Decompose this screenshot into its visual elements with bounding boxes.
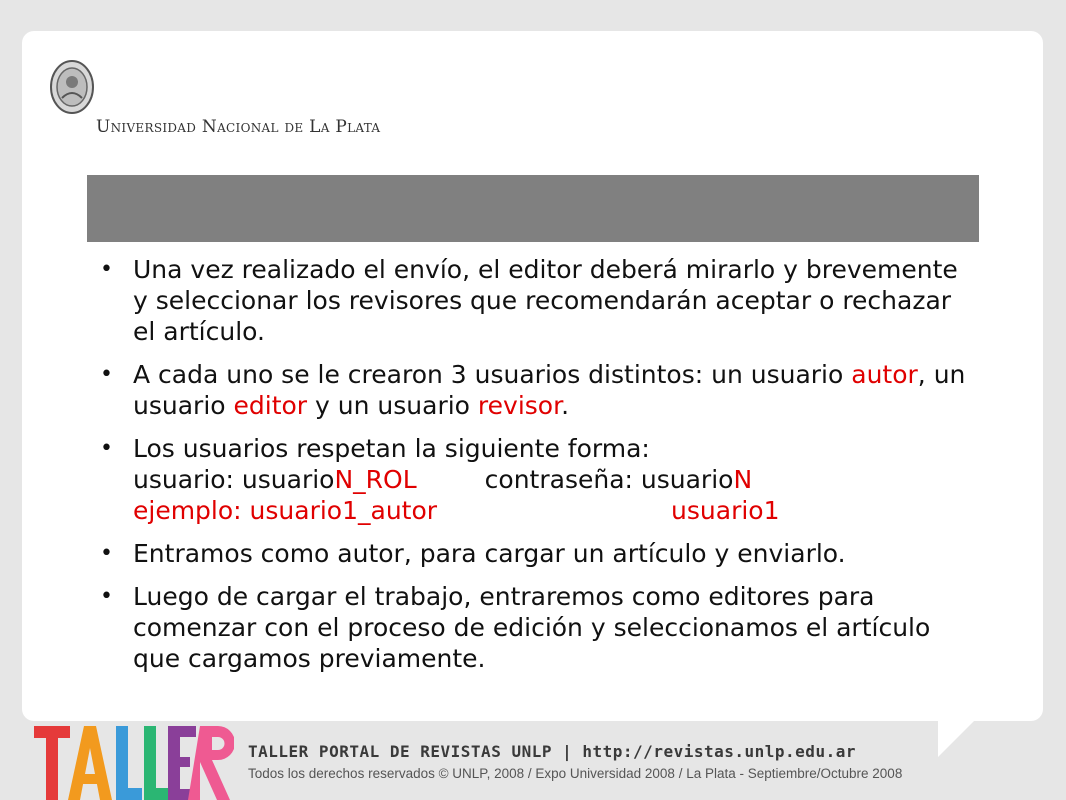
bullet-text: Entramos como autor, para cargar un artículo y enviarlo. — [133, 539, 846, 568]
bullet-text: . — [561, 391, 570, 420]
bullet-text: Luego de cargar el trabajo, entraremos como editores para comenzar con el proceso de edición y seleccionamos el artículo que cargamos previamente. — [133, 582, 931, 673]
list-item — [100, 581, 980, 674]
list-item — [100, 254, 980, 347]
bullet-text: Los usuarios respetan la siguiente forma: — [133, 434, 650, 463]
title-bar — [87, 175, 979, 242]
university-seal-icon — [48, 58, 96, 116]
list-item — [100, 359, 980, 421]
bullet-icon: • — [100, 584, 113, 609]
bullet-list — [100, 254, 980, 674]
role-autor: autor — [851, 360, 918, 389]
bullet-icon: • — [100, 257, 113, 282]
bullet-icon: • — [100, 436, 113, 461]
credential-format-line: usuario: usuarioN_ROL contraseña: usuarioN — [133, 465, 753, 494]
institution-name: Universidad Nacional de La Plata — [96, 117, 381, 137]
bullet-text: A cada uno se le crearon 3 usuarios distintos: un usuario — [133, 360, 852, 389]
bullet-text: y un usuario — [307, 391, 478, 420]
bullet-icon: • — [100, 362, 113, 387]
footer-title: TALLER PORTAL DE REVISTAS UNLP | http://revistas.unlp.edu.ar — [248, 742, 856, 761]
bullet-text: Una vez realizado el envío, el editor deberá mirarlo y brevemente y seleccionar los revisores que recomendarán aceptar o rechazar el artículo. — [133, 255, 958, 346]
slide-content — [100, 254, 980, 686]
credential-example-line: ejemplo: usuario1_autor usuario1 — [133, 496, 780, 525]
bullet-icon: • — [100, 541, 113, 566]
bullet-text: , un usuario — [133, 360, 966, 420]
role-editor: editor — [233, 391, 308, 420]
taller-logo — [34, 722, 234, 800]
footer-copyright: Todos los derechos reservados © UNLP, 2008 / Expo Universidad 2008 / La Plata - Septiembre/Octubre 2008 — [248, 766, 903, 781]
page-corner-fold — [938, 721, 974, 757]
list-item — [100, 433, 980, 526]
role-revisor: revisor — [477, 391, 562, 420]
list-item — [100, 538, 980, 569]
